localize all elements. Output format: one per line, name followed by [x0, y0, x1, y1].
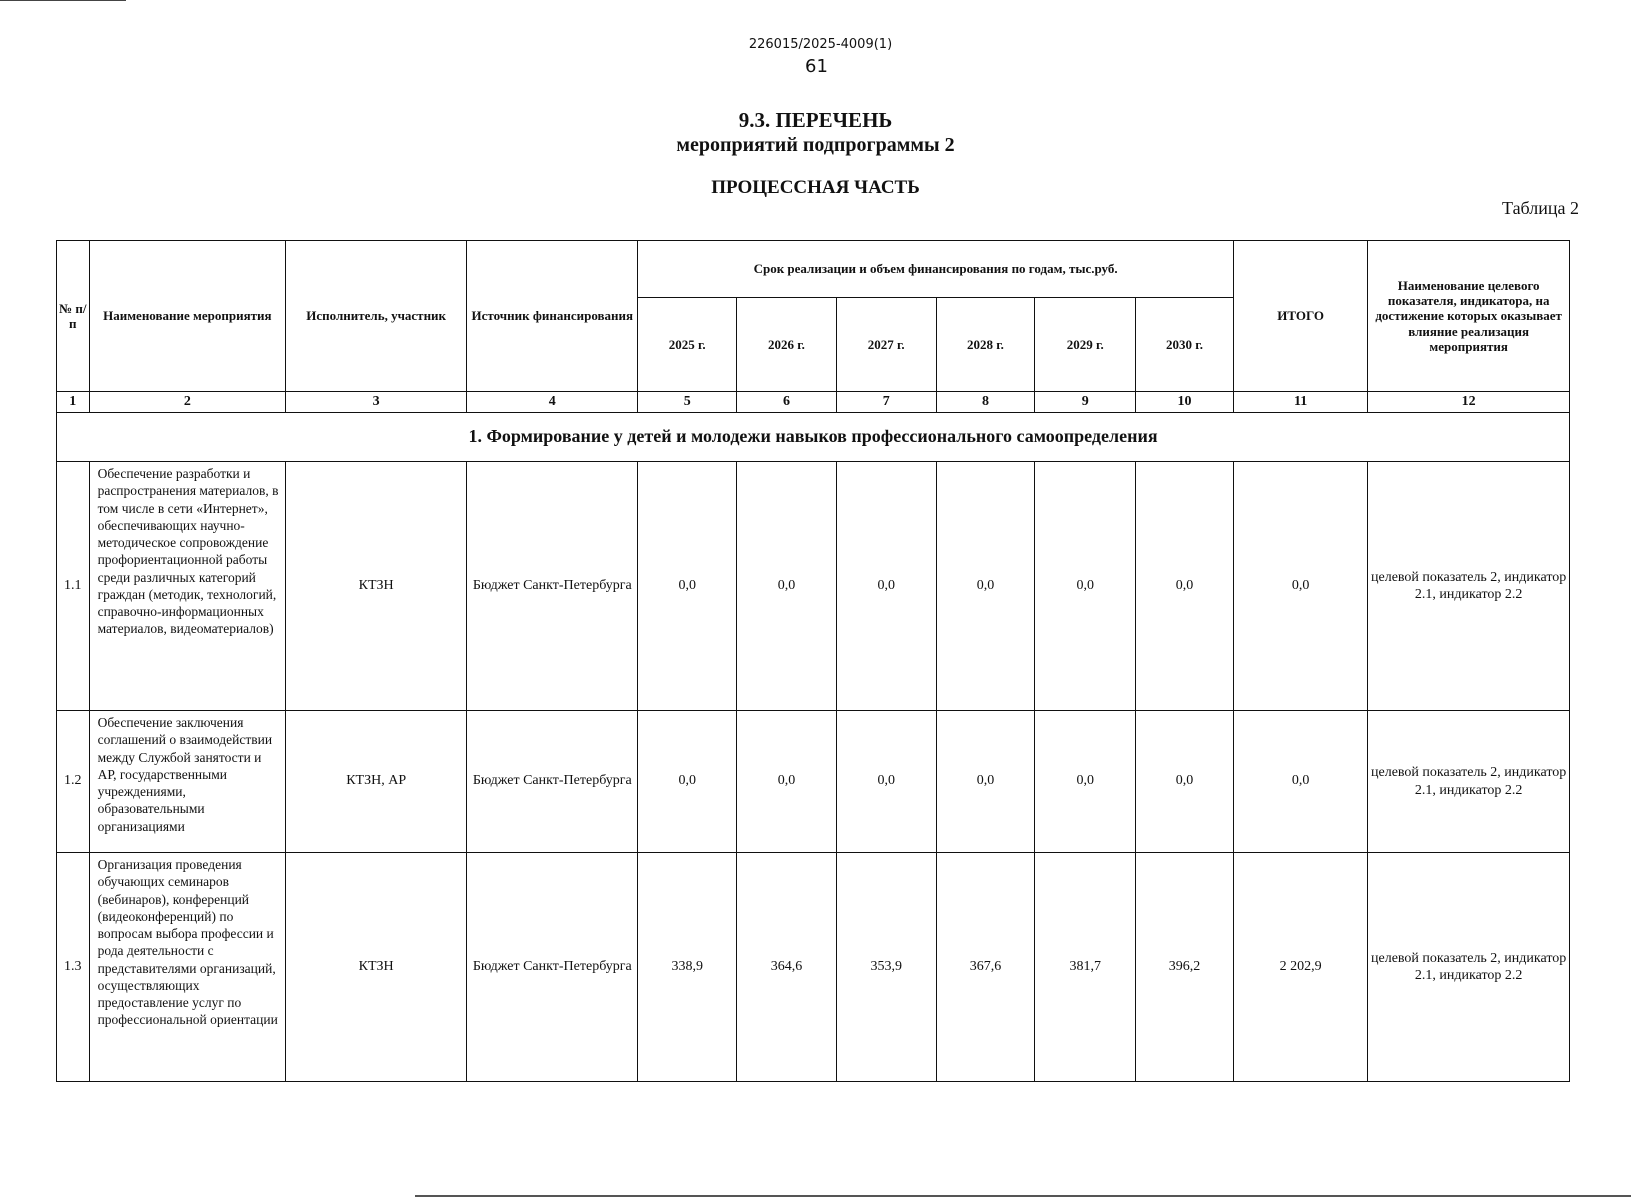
column-number: 9	[1035, 392, 1136, 413]
page-subtitle: мероприятий подпрограммы 2	[676, 134, 955, 156]
header-year: 2028 г.	[936, 298, 1035, 392]
column-number-row	[57, 392, 1570, 413]
section-row	[57, 413, 1570, 462]
column-number: 4	[467, 392, 638, 413]
value-cell: 364,6	[737, 853, 837, 1082]
column-number: 3	[286, 392, 467, 413]
source-cell: Бюджет Санкт-Петербурга	[467, 711, 638, 853]
column-number: 1	[57, 392, 90, 413]
row-number: 1.2	[57, 711, 90, 853]
header-year: 2030 г.	[1136, 298, 1234, 392]
value-cell: 0,0	[737, 711, 837, 853]
value-cell: 0,0	[1035, 462, 1136, 711]
column-number: 12	[1368, 392, 1570, 413]
total-cell: 0,0	[1233, 711, 1367, 853]
column-number: 6	[737, 392, 837, 413]
page-title: 9.3. ПЕРЕЧЕНЬ	[738, 108, 893, 132]
scan-edge-line	[415, 1195, 1631, 1197]
row-number: 1.3	[57, 853, 90, 1082]
value-cell: 0,0	[1136, 711, 1234, 853]
header-row-top	[57, 241, 1570, 298]
executor-cell: КТЗН	[286, 853, 467, 1082]
value-cell: 0,0	[638, 462, 737, 711]
column-number: 11	[1233, 392, 1367, 413]
table-row	[57, 462, 1570, 711]
header-total: ИТОГО	[1233, 241, 1367, 392]
source-cell: Бюджет Санкт-Петербурга	[467, 853, 638, 1082]
column-number: 8	[936, 392, 1035, 413]
header-year: 2026 г.	[737, 298, 837, 392]
header-executor: Исполнитель, участник	[286, 241, 467, 392]
value-cell: 381,7	[1035, 853, 1136, 1082]
measure-name: Обеспечение заключения соглашений о взаимодействии между Службой занятости и АР, государственными учреждениями, образовательными организациями	[89, 711, 285, 853]
measures-table	[56, 240, 1570, 1082]
indicator-cell: целевой показатель 2, индикатор 2.1, индикатор 2.2	[1368, 462, 1570, 711]
value-cell: 0,0	[1136, 462, 1234, 711]
table-row	[57, 853, 1570, 1082]
column-number: 2	[89, 392, 285, 413]
table-label: Таблица 2	[1502, 198, 1579, 218]
header-source: Источник финансирования	[467, 241, 638, 392]
executor-cell: КТЗН	[286, 462, 467, 711]
page-number: 61	[805, 56, 828, 77]
value-cell: 367,6	[936, 853, 1035, 1082]
value-cell: 0,0	[836, 462, 936, 711]
header-num: № п/п	[57, 241, 90, 392]
measure-name: Организация проведения обучающих семинаров (вебинаров), конференций (видеоконференций) по вопросам выбора профессии и рода деятельности с представителями организаций, осуществляющих предоставление услуг по профессиональной ориентации	[89, 853, 285, 1082]
value-cell: 0,0	[638, 711, 737, 853]
header-indicator: Наименование целевого показателя, индикатора, на достижение которых оказывает влияние реализация мероприятия	[1368, 241, 1570, 392]
column-number: 10	[1136, 392, 1234, 413]
column-number: 5	[638, 392, 737, 413]
column-number: 7	[836, 392, 936, 413]
header-year: 2029 г.	[1035, 298, 1136, 392]
indicator-cell: целевой показатель 2, индикатор 2.1, индикатор 2.2	[1368, 853, 1570, 1082]
row-number: 1.1	[57, 462, 90, 711]
measure-name: Обеспечение разработки и распространения материалов, в том числе в сети «Интернет», обеспечивающих научно-методическое сопровождение профориентационной работы среди различных категорий граждан (методик, технологий, справочно-информационных материалов, видеоматериалов)	[89, 462, 285, 711]
value-cell: 396,2	[1136, 853, 1234, 1082]
total-cell: 2 202,9	[1233, 853, 1367, 1082]
value-cell: 0,0	[737, 462, 837, 711]
value-cell: 338,9	[638, 853, 737, 1082]
value-cell: 0,0	[936, 462, 1035, 711]
header-year: 2027 г.	[836, 298, 936, 392]
value-cell: 0,0	[936, 711, 1035, 853]
value-cell: 0,0	[1035, 711, 1136, 853]
executor-cell: КТЗН, АР	[286, 711, 467, 853]
indicator-cell: целевой показатель 2, индикатор 2.1, индикатор 2.2	[1368, 711, 1570, 853]
table-row	[57, 711, 1570, 853]
document-id: 226015/2025-4009(1)	[748, 37, 893, 52]
value-cell: 353,9	[836, 853, 936, 1082]
header-name: Наименование мероприятия	[89, 241, 285, 392]
header-year: 2025 г.	[638, 298, 737, 392]
source-cell: Бюджет Санкт-Петербурга	[467, 462, 638, 711]
header-period: Срок реализации и объем финансирования по годам, тыс.руб.	[638, 241, 1234, 298]
section-heading: ПРОЦЕССНАЯ ЧАСТЬ	[711, 177, 920, 198]
scan-edge-line	[0, 0, 126, 1]
total-cell: 0,0	[1233, 462, 1367, 711]
section-title: 1. Формирование у детей и молодежи навыков профессионального самоопределения	[57, 413, 1570, 462]
value-cell: 0,0	[836, 711, 936, 853]
